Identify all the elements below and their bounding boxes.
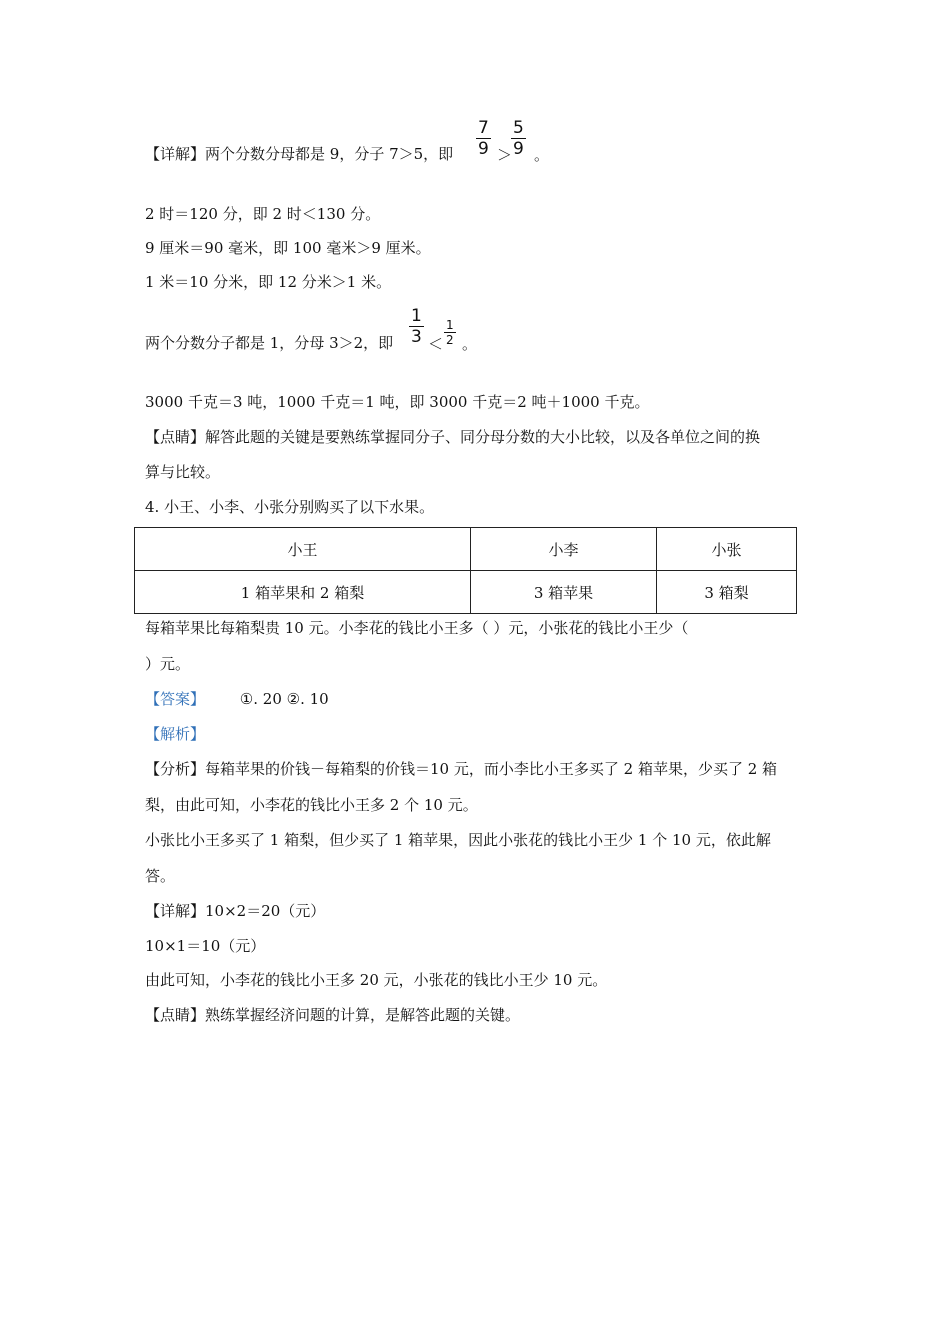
table-header: 小张	[657, 528, 797, 571]
text-line: 9 厘米＝90 毫米，即 100 毫米＞9 厘米。	[145, 239, 431, 257]
detail-line: 由此可知，小李花的钱比小王多 20 元，小张花的钱比小王少 10 元。	[145, 971, 608, 989]
detail-line: 10×1＝10（元）	[145, 937, 266, 955]
answer-line	[145, 689, 329, 709]
question-title: 4. 小王、小李、小张分别购买了以下水果。	[145, 498, 435, 516]
table-cell: 3 箱苹果	[471, 571, 657, 614]
fraction-one-third: $\frac{1}{3}$	[411, 306, 422, 347]
detail-fraction-compare-2: 两个分数分子都是 1，分母 3＞2，即	[145, 334, 394, 352]
analysis-line: 【分析】每箱苹果的价钱－每箱梨的价钱＝10 元，而小李比小王多买了 2 箱苹果，少买了 2 箱	[145, 760, 778, 778]
fruit-table	[134, 527, 797, 614]
fraction-five-ninths: $\frac{5}{9}$	[513, 118, 524, 159]
review-line: 【点睛】熟练掌握经济问题的计算，是解答此题的关键。	[145, 1006, 521, 1024]
text-line: 3000 千克＝3 吨，1000 千克＝1 吨，即 3000 千克＝2 吨＋1000 千克。	[145, 393, 650, 411]
question-text: 每箱苹果比每箱梨贵 10 元。小李花的钱比小王多（ ）元，小张花的钱比小王少（	[145, 619, 689, 637]
analysis-line: 答。	[145, 867, 176, 885]
table-cell: 3 箱梨	[657, 571, 797, 614]
table-header-row	[135, 528, 797, 571]
detail-line: 【详解】10×2＝20（元）	[145, 902, 326, 920]
review-line: 算与比较。	[145, 463, 221, 481]
table-row	[135, 571, 797, 614]
question-text: ）元。	[145, 655, 191, 673]
period: 。	[462, 335, 478, 353]
table-header: 小王	[135, 528, 471, 571]
text-line: 1 米＝10 分米，即 12 分米＞1 米。	[145, 273, 392, 291]
period: 。	[534, 146, 550, 164]
review-line: 【点睛】解答此题的关键是要熟练掌握同分子、同分母分数的大小比较，以及各单位之间的换	[145, 428, 761, 446]
analysis-line: 梨，由此可知，小李花的钱比小王多 2 个 10 元。	[145, 796, 478, 814]
detail-prefix: 【详解】两个分数分母都是 9，分子 7＞5，即	[145, 145, 454, 163]
analysis-line: 小张比小王多买了 1 箱梨，但少买了 1 箱苹果，因此小张花的钱比小王少 1 个 10 元，依此解	[145, 831, 771, 849]
analysis-label: 【解析】	[145, 725, 206, 743]
answer-label: 【答案】	[145, 690, 206, 708]
compare-sign: ＞	[497, 146, 513, 164]
answer-values: ①. 20 ②. 10	[239, 690, 329, 708]
fraction-seven-ninths: $\frac{7}{9}$	[478, 118, 489, 159]
table-header: 小李	[471, 528, 657, 571]
compare-sign: ＜	[428, 335, 444, 353]
table-cell: 1 箱苹果和 2 箱梨	[135, 571, 471, 614]
text-line: 2 时＝120 分，即 2 时＜130 分。	[145, 205, 381, 223]
fraction-one-half: $\frac{1}{2}$	[446, 318, 454, 347]
detail-fraction-compare-1	[145, 144, 453, 164]
